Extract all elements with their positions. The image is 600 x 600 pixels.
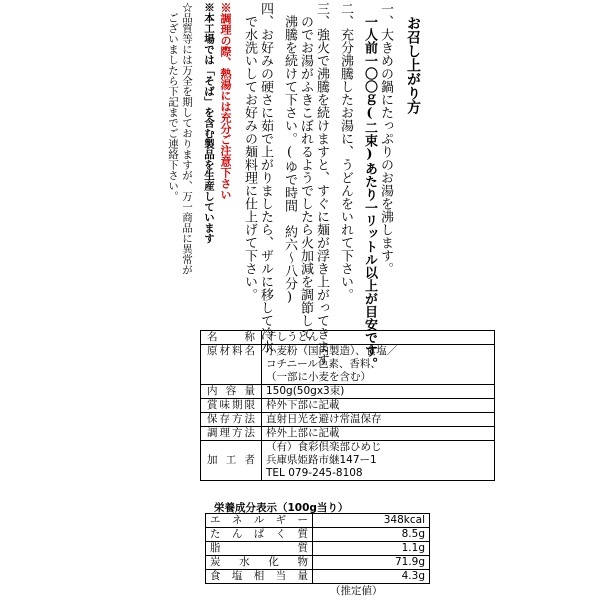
table-row (206, 570, 430, 584)
nutrition-title: 栄養成分表示（100g当り） (214, 502, 349, 514)
table-row (201, 331, 495, 345)
table-row (201, 385, 495, 399)
salt-value: 4.3g (313, 570, 430, 584)
content-label: 内容量 (201, 385, 262, 399)
cooking-label: 調理方法 (201, 427, 262, 441)
step2-line1: 二、充分沸騰したお湯に、うどんをいれて下さい。 (338, 2, 353, 301)
protein-value: 8.5g (313, 528, 430, 542)
energy-value: 348kcal (313, 514, 430, 528)
name-value: 干しうどん (262, 331, 495, 345)
nutrition-table (205, 513, 430, 584)
table-row (206, 556, 430, 570)
table-row (201, 427, 495, 441)
fat-value: 1.1g (313, 542, 430, 556)
step4-line1: 四、お好みの硬さに茹で上がりましたら、ザルに移して冷水 (258, 2, 273, 353)
content-value: 150g(50gx3束) (262, 385, 495, 399)
step3-line1: 三、強火で沸騰を続けますと、すぐに麺が浮き上がってきます (314, 2, 329, 366)
best-before-label: 賞味期限 (201, 399, 262, 413)
manufacturer-value: （有）食彩倶楽部ひめじ 兵庫県姫路市継147ー1 TEL 079-245-8108 (262, 441, 495, 481)
quality-note-line2: ございましたら下記までご連絡下さい。 (167, 2, 179, 202)
table-row (201, 413, 495, 427)
step3-line2: のでお湯がふきこぼれるようでしたら火加減を調節して (298, 2, 313, 340)
name-label: 名 称 (201, 331, 262, 345)
carbohydrate-label: 炭水化物 (206, 556, 313, 570)
storage-label: 保存方法 (201, 413, 262, 427)
table-row (206, 528, 430, 542)
ingredients-label: 原材料名 (201, 345, 262, 385)
table-row (201, 399, 495, 413)
carbohydrate-value: 71.9g (313, 556, 430, 570)
product-info-table (200, 330, 495, 481)
estimated-value-note: （推定値） (330, 585, 383, 597)
warning-note: ※調理の際、熱湯には充分ご注意下さい (219, 2, 232, 200)
manufacturer-label: 加工者 (201, 441, 262, 481)
table-row (201, 345, 495, 385)
table-row (201, 441, 495, 481)
fat-label: 脂質 (206, 542, 313, 556)
storage-value: 直射日光を避け常温保存 (262, 413, 495, 427)
quality-note-line1: ☆品質等には万全を期しておりますが、万一商品に異常が (181, 2, 193, 275)
salt-label: 食塩相当量 (206, 570, 313, 584)
table-row (206, 514, 430, 528)
table-row (206, 542, 430, 556)
step1-line2: 一人前一〇〇ｇ(二束)あたり一リットル以上が目安です。 (362, 2, 377, 370)
ingredients-value: 小麦粉（国内製造）、食塩／ コチニール色素、香料、 （一部に小麦を含む） (262, 345, 495, 385)
instructions-title: お召し上がり方 (405, 16, 421, 114)
protein-label: たんぱく質 (206, 528, 313, 542)
allergen-note: ※本工場では「そば」を含む製品を生産しています (203, 2, 215, 244)
cooking-value: 枠外上部に記載 (262, 427, 495, 441)
step4-line2: で水洗いしてお好みの麺料理に仕上げて下さい。 (242, 2, 257, 301)
energy-label: エネルギー (206, 514, 313, 528)
step3-line3: 沸騰を続けて下さい。(ゆで時間 約六〜八分) (282, 2, 297, 305)
best-before-value: 枠外下部に記載 (262, 399, 495, 413)
step1-line1: 一、大きめの鍋にたっぷりのお湯を沸します。 (378, 2, 393, 275)
